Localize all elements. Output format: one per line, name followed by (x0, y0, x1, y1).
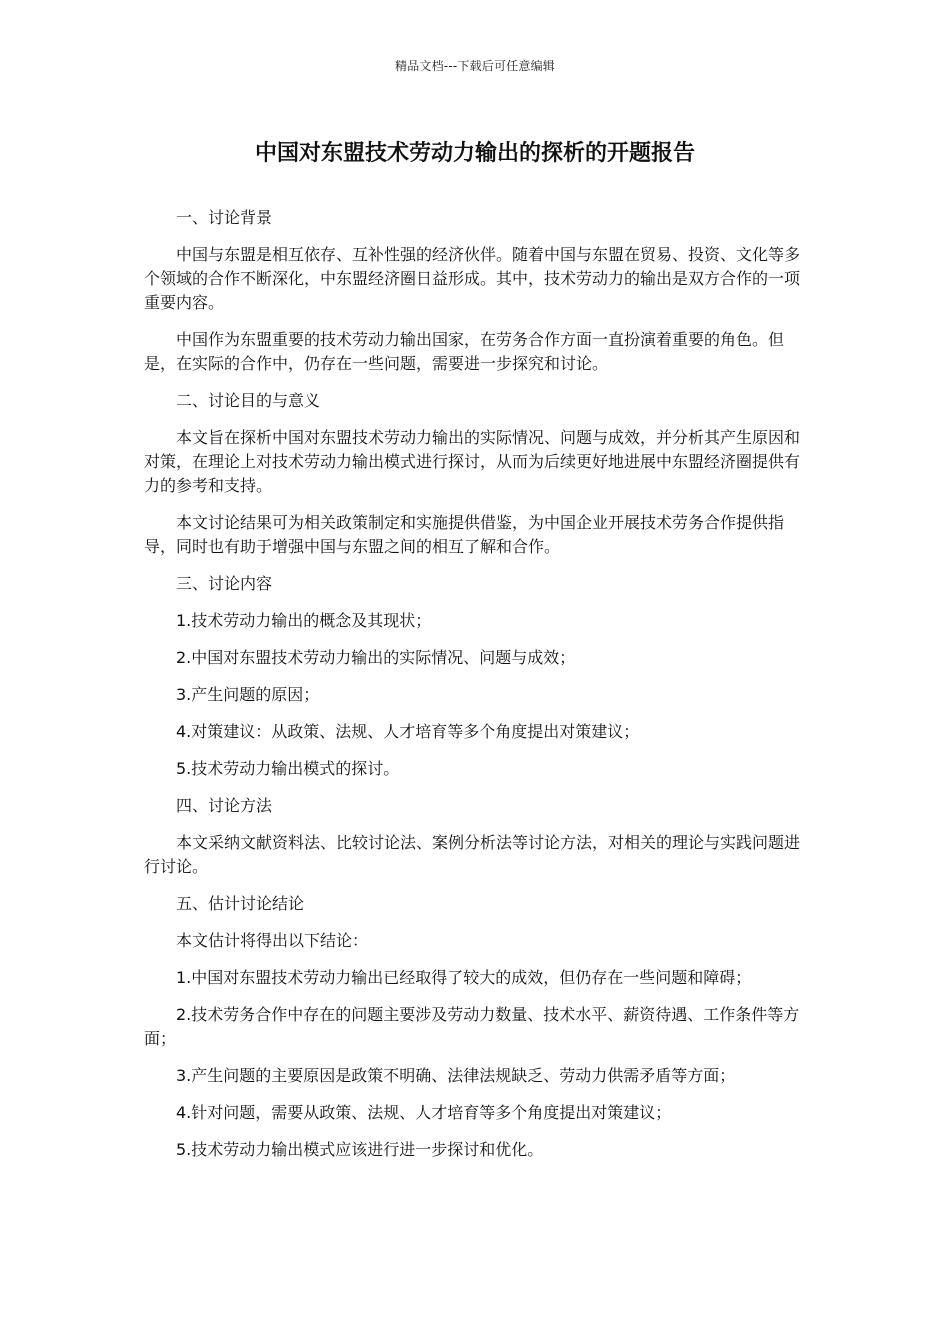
list-item: 5.技术劳动力输出模式的探讨。 (176, 759, 400, 778)
header-note: 精品文档---下载后可任意编辑 (395, 59, 555, 73)
section-heading-background: 一、讨论背景 (176, 208, 273, 227)
section-heading-content: 三、讨论内容 (176, 574, 273, 593)
paragraph: 中国作为东盟重要的技术劳动力输出国家，在劳务合作方面一直扮演着重要的角色。但是，在实际的合作中，仍存在一些问题，需要进一步探究和讨论。 (144, 330, 785, 373)
list-item: 3.产生问题的主要原因是政策不明确、法律法规缺乏、劳动力供需矛盾等方面； (176, 1066, 736, 1085)
list-item: 1.中国对东盟技术劳动力输出已经取得了较大的成效，但仍存在一些问题和障碍； (176, 968, 752, 987)
section-heading-conclusion: 五、估计讨论结论 (176, 894, 305, 913)
paragraph: 本文旨在探析中国对东盟技术劳动力输出的实际情况、问题与成效，并分析其产生原因和对策，在理论上对技术劳动力输出模式进行探讨，从而为后续更好地进展中东盟经济圈提供有力的参考和支持。 (144, 428, 801, 495)
list-item: 2.中国对东盟技术劳动力输出的实际情况、问题与成效； (176, 648, 576, 667)
paragraph: 本文采纳文献资料法、比较讨论法、案例分析法等讨论方法，对相关的理论与实践问题进行讨论。 (144, 833, 801, 876)
document-body (144, 206, 808, 1175)
section-heading-method: 四、讨论方法 (176, 796, 273, 815)
list-item: 4.对策建议：从政策、法规、人才培育等多个角度提出对策建议； (176, 722, 640, 741)
list-item: 5.技术劳动力输出模式应该进行进一步探讨和优化。 (176, 1140, 544, 1159)
paragraph: 本文讨论结果可为相关政策制定和实施提供借鉴，为中国企业开展技术劳务合作提供指导，同时也有助于增强中国与东盟之间的相互了解和合作。 (144, 513, 785, 556)
paragraph: 中国与东盟是相互依存、互补性强的经济伙伴。随着中国与东盟在贸易、投资、文化等多个领域的合作不断深化，中东盟经济圈日益形成。其中，技术劳动力的输出是双方合作的一项重要内容。 (144, 245, 801, 312)
list-item: 2.技术劳务合作中存在的问题主要涉及劳动力数量、技术水平、薪资待遇、工作条件等方面； (144, 1005, 800, 1048)
section-heading-purpose: 二、讨论目的与意义 (176, 391, 321, 410)
list-item: 4.针对问题，需要从政策、法规、人才培育等多个角度提出对策建议； (176, 1103, 672, 1122)
document-title: 中国对东盟技术劳动力输出的探析的开题报告 (254, 141, 695, 166)
list-item: 1.技术劳动力输出的概念及其现状； (176, 611, 432, 630)
paragraph: 本文估计将得出以下结论： (176, 931, 369, 950)
list-item: 3.产生问题的原因； (176, 685, 320, 704)
